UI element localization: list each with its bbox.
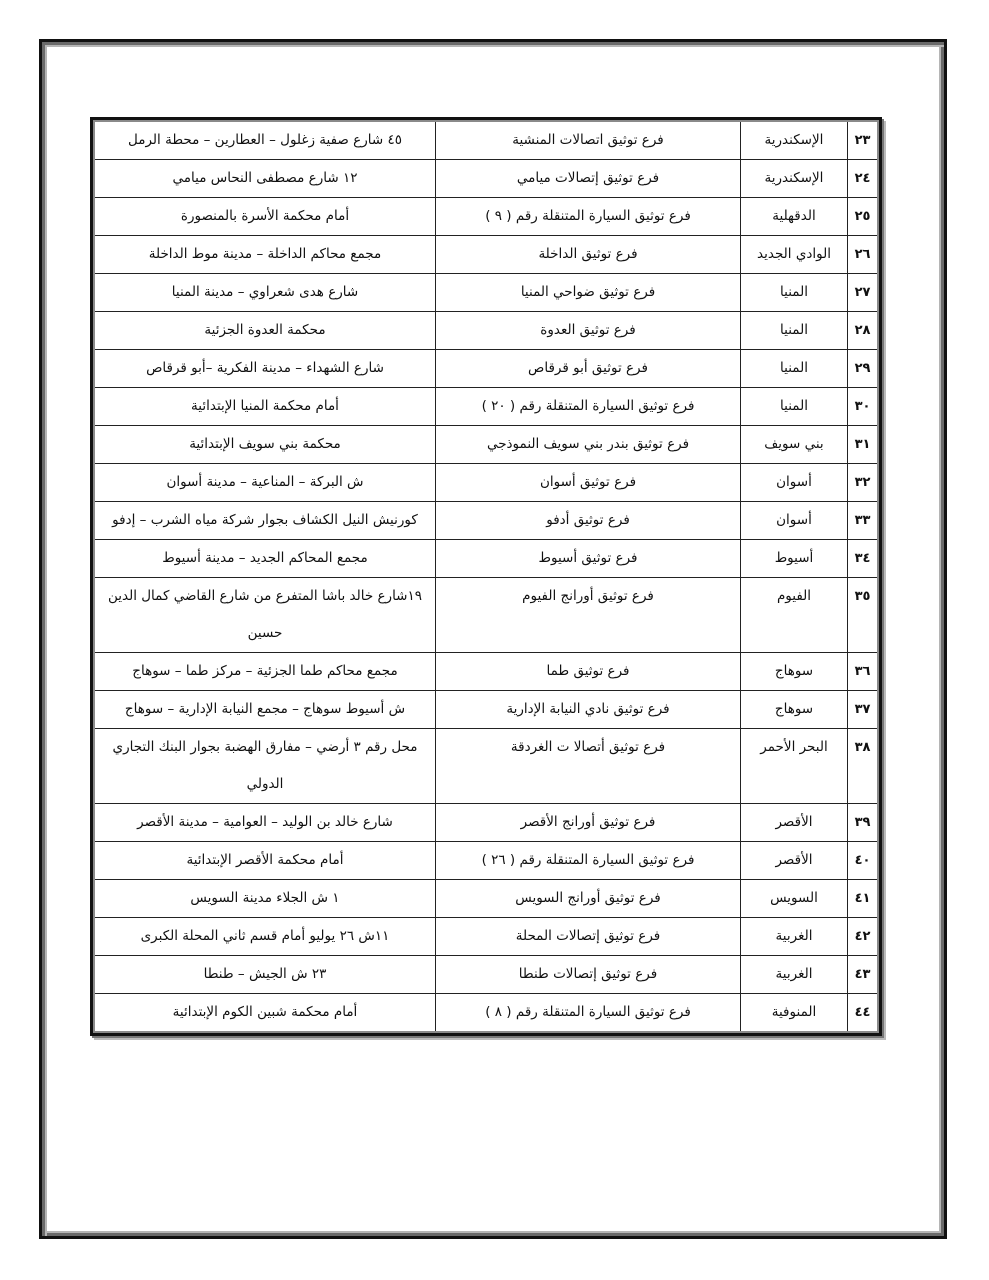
- row-number-cell: ٢٨: [848, 312, 878, 350]
- branch-name-cell: فرع توثيق طما: [436, 653, 741, 691]
- table-row: [95, 502, 877, 540]
- row-number-cell: ٤٠: [848, 842, 878, 880]
- table-row: [95, 918, 877, 956]
- governorate-cell: الأقصر: [741, 842, 848, 880]
- row-number-cell: ٢٩: [848, 350, 878, 388]
- governorate-cell: المنيا: [741, 350, 848, 388]
- table-row: [95, 729, 877, 804]
- address-cell: ش البركة – المناعية – مدينة أسوان: [95, 464, 436, 502]
- address-cell: مجمع محاكم طما الجزئية – مركز طما – سوهاج: [95, 653, 436, 691]
- address-cell: ٢٣ ش الجيش – طنطا: [95, 956, 436, 994]
- table-row: [95, 691, 877, 729]
- governorate-cell: المنيا: [741, 274, 848, 312]
- branches-table-inner-border: [93, 120, 879, 1033]
- table-row: [95, 236, 877, 274]
- table-row: [95, 426, 877, 464]
- governorate-cell: الإسكندرية: [741, 122, 848, 160]
- table-body: [95, 122, 877, 1031]
- governorate-cell: الأقصر: [741, 804, 848, 842]
- row-number-cell: ٤٢: [848, 918, 878, 956]
- address-cell: شارع خالد بن الوليد – العوامية – مدينة الأقصر: [95, 804, 436, 842]
- row-number-cell: ٢٣: [848, 122, 878, 160]
- branch-name-cell: فرع توثيق اتصالات المنشية: [436, 122, 741, 160]
- row-number-cell: ٤٤: [848, 994, 878, 1032]
- branch-name-cell: فرع توثيق إتصالات ميامي: [436, 160, 741, 198]
- address-cell: ١٢ شارع مصطفى النحاس ميامي: [95, 160, 436, 198]
- governorate-cell: الفيوم: [741, 578, 848, 653]
- governorate-cell: الوادي الجديد: [741, 236, 848, 274]
- table-row: [95, 122, 877, 160]
- governorate-cell: بني سويف: [741, 426, 848, 464]
- branch-name-cell: فرع توثيق أبو قرقاص: [436, 350, 741, 388]
- address-cell: أمام محكمة الأسرة بالمنصورة: [95, 198, 436, 236]
- branch-name-cell: فرع توثيق أورانج الفيوم: [436, 578, 741, 653]
- row-number-cell: ٢٧: [848, 274, 878, 312]
- address-cell: ش أسيوط سوهاج – مجمع النيابة الإدارية – سوهاج: [95, 691, 436, 729]
- table-row: [95, 956, 877, 994]
- address-cell: شارع الشهداء – مدينة الفكرية –أبو قرقاص: [95, 350, 436, 388]
- branches-table-container: [90, 117, 882, 1036]
- notarization-branches-table: [95, 122, 877, 1031]
- branch-name-cell: فرع توثيق أدفو: [436, 502, 741, 540]
- address-cell: محكمة بني سويف الإبتدائية: [95, 426, 436, 464]
- governorate-cell: أسوان: [741, 464, 848, 502]
- row-number-cell: ٢٥: [848, 198, 878, 236]
- governorate-cell: سوهاج: [741, 653, 848, 691]
- branch-name-cell: فرع توثيق بندر بني سويف النموذجي: [436, 426, 741, 464]
- governorate-cell: الإسكندرية: [741, 160, 848, 198]
- row-number-cell: ٣٦: [848, 653, 878, 691]
- table-row: [95, 540, 877, 578]
- row-number-cell: ٣٣: [848, 502, 878, 540]
- branch-name-cell: فرع توثيق السيارة المتنقلة رقم ( ٩ ): [436, 198, 741, 236]
- branch-name-cell: فرع توثيق السيارة المتنقلة رقم ( ٨ ): [436, 994, 741, 1032]
- branch-name-cell: فرع توثيق إتصالات المحلة: [436, 918, 741, 956]
- table-row: [95, 842, 877, 880]
- governorate-cell: الغربية: [741, 918, 848, 956]
- row-number-cell: ٤١: [848, 880, 878, 918]
- table-row: [95, 804, 877, 842]
- table-row: [95, 653, 877, 691]
- row-number-cell: ٣٥: [848, 578, 878, 653]
- branch-name-cell: فرع توثيق السيارة المتنقلة رقم ( ٢٠ ): [436, 388, 741, 426]
- row-number-cell: ٢٤: [848, 160, 878, 198]
- table-row: [95, 464, 877, 502]
- table-row: [95, 994, 877, 1032]
- address-cell: أمام محكمة الأقصر الإبتدائية: [95, 842, 436, 880]
- governorate-cell: البحر الأحمر: [741, 729, 848, 804]
- branch-name-cell: فرع توثيق أسوان: [436, 464, 741, 502]
- address-cell: أمام محكمة المنيا الإبتدائية: [95, 388, 436, 426]
- address-cell: شارع هدى شعراوي – مدينة المنيا: [95, 274, 436, 312]
- branch-name-cell: فرع توثيق أورانج السويس: [436, 880, 741, 918]
- row-number-cell: ٣٢: [848, 464, 878, 502]
- row-number-cell: ٤٣: [848, 956, 878, 994]
- table-row: [95, 274, 877, 312]
- branch-name-cell: فرع توثيق إتصالات طنطا: [436, 956, 741, 994]
- address-cell: ٤٥ شارع صفية زغلول – العطارين – محطة الرمل: [95, 122, 436, 160]
- row-number-cell: ٣٨: [848, 729, 878, 804]
- row-number-cell: ٣٩: [848, 804, 878, 842]
- governorate-cell: المنوفية: [741, 994, 848, 1032]
- row-number-cell: ٣٠: [848, 388, 878, 426]
- branch-name-cell: فرع توثيق أتصالا ت الغردقة: [436, 729, 741, 804]
- address-cell: ١ ش الجلاء مدينة السويس: [95, 880, 436, 918]
- address-cell: مجمع محاكم الداخلة – مدينة موط الداخلة: [95, 236, 436, 274]
- table-row: [95, 880, 877, 918]
- table-row: [95, 198, 877, 236]
- governorate-cell: السويس: [741, 880, 848, 918]
- row-number-cell: ٣٤: [848, 540, 878, 578]
- table-row: [95, 312, 877, 350]
- branch-name-cell: فرع توثيق الداخلة: [436, 236, 741, 274]
- address-cell: أمام محكمة شبين الكوم الإبتدائية: [95, 994, 436, 1032]
- address-cell: ١٩شارع خالد باشا المتفرع من شارع القاضي كمال الدين حسين: [95, 578, 436, 653]
- address-cell: ١١ش ٢٦ يوليو أمام قسم ثاني المحلة الكبرى: [95, 918, 436, 956]
- address-cell: كورنيش النيل الكشاف بجوار شركة مياه الشرب – إدفو: [95, 502, 436, 540]
- branch-name-cell: فرع توثيق السيارة المتنقلة رقم ( ٢٦ ): [436, 842, 741, 880]
- governorate-cell: المنيا: [741, 388, 848, 426]
- row-number-cell: ٢٦: [848, 236, 878, 274]
- row-number-cell: ٣٧: [848, 691, 878, 729]
- table-row: [95, 350, 877, 388]
- governorate-cell: الغربية: [741, 956, 848, 994]
- address-cell: مجمع المحاكم الجديد – مدينة أسيوط: [95, 540, 436, 578]
- table-row: [95, 388, 877, 426]
- row-number-cell: ٣١: [848, 426, 878, 464]
- governorate-cell: الدقهلية: [741, 198, 848, 236]
- branch-name-cell: فرع توثيق العدوة: [436, 312, 741, 350]
- branch-name-cell: فرع توثيق أسيوط: [436, 540, 741, 578]
- governorate-cell: أسوان: [741, 502, 848, 540]
- branch-name-cell: فرع توثيق نادي النيابة الإدارية: [436, 691, 741, 729]
- table-row: [95, 578, 877, 653]
- address-cell: محكمة العدوة الجزئية: [95, 312, 436, 350]
- governorate-cell: سوهاج: [741, 691, 848, 729]
- governorate-cell: أسيوط: [741, 540, 848, 578]
- governorate-cell: المنيا: [741, 312, 848, 350]
- branch-name-cell: فرع توثيق ضواحي المنيا: [436, 274, 741, 312]
- table-row: [95, 160, 877, 198]
- branch-name-cell: فرع توثيق أورانج الأقصر: [436, 804, 741, 842]
- address-cell: محل رقم ٣ أرضي – مفارق الهضبة بجوار البنك التجاري الدولي: [95, 729, 436, 804]
